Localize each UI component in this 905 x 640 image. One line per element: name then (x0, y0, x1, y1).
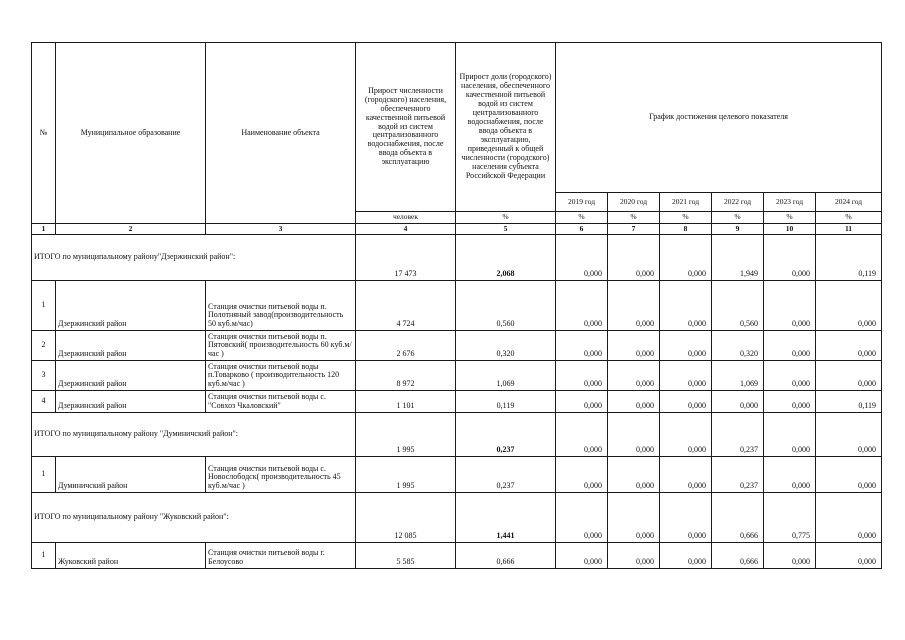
year-value: 0,000 (660, 413, 712, 457)
population-value: 8 972 (356, 361, 456, 391)
year-value: 0,000 (764, 281, 816, 331)
column-number: 7 (608, 224, 660, 235)
table-row (32, 457, 882, 493)
target-indicator-table (31, 42, 882, 569)
share-value: 0,237 (456, 457, 556, 493)
municipality-name: Дзержинский район (56, 391, 206, 413)
object-name: Станция очистки питьевой воды с. Новослободск( производительность 45 куб.м/час ) (206, 457, 356, 493)
table-row (32, 543, 882, 569)
year-value: 0,000 (608, 413, 660, 457)
year-value: 0,560 (712, 281, 764, 331)
year-2019: 2019 год (556, 193, 608, 212)
header-schedule: График достижения целевого показателя (556, 43, 882, 193)
header-municipality: Муниципальное образование (56, 43, 206, 224)
header-object: Наименование объекта (206, 43, 356, 224)
row-number: 2 (32, 331, 56, 361)
year-value: 0,000 (556, 361, 608, 391)
year-value: 0,119 (816, 391, 882, 413)
year-2024: 2024 год (816, 193, 882, 212)
column-number: 4 (356, 224, 456, 235)
year-value: 0,000 (608, 391, 660, 413)
year-value: 0,000 (608, 493, 660, 543)
unit-percent: % (556, 212, 608, 224)
total-label: ИТОГО по муниципальному району "Думиничский район": (32, 413, 356, 457)
year-value: 0,000 (556, 391, 608, 413)
year-value: 0,000 (556, 331, 608, 361)
object-name: Станция очистки питьевой воды г. Белоусово (206, 543, 356, 569)
year-value: 0,000 (816, 543, 882, 569)
year-value: 0,000 (764, 235, 816, 281)
column-number: 10 (764, 224, 816, 235)
year-value: 0,666 (712, 493, 764, 543)
share-value: 0,666 (456, 543, 556, 569)
population-value: 12 085 (356, 493, 456, 543)
table-row (32, 331, 882, 361)
year-value: 0,000 (764, 543, 816, 569)
table-row (32, 361, 882, 391)
year-value: 0,320 (712, 331, 764, 361)
unit-percent: % (660, 212, 712, 224)
object-name: Станция очистки питьевой воды п.Товарково ( производительность 120 куб.м/час ) (206, 361, 356, 391)
row-number: 3 (32, 361, 56, 391)
year-value: 0,000 (816, 281, 882, 331)
population-value: 5 585 (356, 543, 456, 569)
population-value: 1 101 (356, 391, 456, 413)
year-value: 0,000 (764, 331, 816, 361)
year-value: 0,666 (712, 543, 764, 569)
object-name: Станция очистки питьевой воды п. Полотняный завод(производительность 50 куб.м/час) (206, 281, 356, 331)
municipality-name: Думиничский район (56, 457, 206, 493)
year-value: 0,000 (660, 331, 712, 361)
table-row (32, 391, 882, 413)
header-share-growth: Прирост доли (городского) населения, обеспеченного качественной питьевой водой из систем централизованного водоснабжения, после ввода объекта в эксплуатацию, приведенный к общей численности (городского) населения субъекта Российской Федерации (456, 43, 556, 212)
year-value: 0,775 (764, 493, 816, 543)
unit-percent: % (816, 212, 882, 224)
column-number: 3 (206, 224, 356, 235)
year-value: 0,000 (764, 457, 816, 493)
table-row (32, 281, 882, 331)
share-value: 0,560 (456, 281, 556, 331)
column-numbers-row (32, 224, 882, 235)
year-value: 0,000 (660, 493, 712, 543)
year-value: 0,000 (816, 413, 882, 457)
table-row-total (32, 493, 882, 543)
unit-percent: % (456, 212, 556, 224)
row-number: 1 (32, 281, 56, 331)
year-value: 0,000 (556, 457, 608, 493)
share-value: 0,237 (456, 413, 556, 457)
year-value: 0,000 (816, 457, 882, 493)
header-population-growth: Прирост численности (городского) населения, обеспеченного качественной питьевой водой из систем централизованного водоснабжения, после ввода объекта в эксплуатацию (356, 43, 456, 212)
year-value: 0,000 (660, 361, 712, 391)
year-value: 0,000 (556, 235, 608, 281)
column-number: 2 (56, 224, 206, 235)
column-number: 5 (456, 224, 556, 235)
population-value: 1 995 (356, 457, 456, 493)
population-value: 17 473 (356, 235, 456, 281)
share-value: 2,068 (456, 235, 556, 281)
share-value: 1,441 (456, 493, 556, 543)
year-2020: 2020 год (608, 193, 660, 212)
year-value: 0,000 (556, 281, 608, 331)
year-2023: 2023 год (764, 193, 816, 212)
year-value: 0,000 (556, 543, 608, 569)
municipality-name: Жуковский район (56, 543, 206, 569)
row-number: 1 (32, 457, 56, 493)
year-value: 0,000 (608, 331, 660, 361)
population-value: 1 995 (356, 413, 456, 457)
year-value: 0,000 (764, 361, 816, 391)
municipality-name: Дзержинский район (56, 281, 206, 331)
municipality-name: Дзержинский район (56, 361, 206, 391)
year-value: 0,237 (712, 413, 764, 457)
year-value: 0,000 (660, 235, 712, 281)
year-value: 1,949 (712, 235, 764, 281)
population-value: 4 724 (356, 281, 456, 331)
row-number: 1 (32, 543, 56, 569)
year-value: 0,000 (660, 543, 712, 569)
object-name: Станция очистки питьевой воды п. Пятовский( производительность 60 куб.м/час ) (206, 331, 356, 361)
year-value: 0,000 (556, 413, 608, 457)
year-value: 0,000 (660, 281, 712, 331)
unit-percent: % (608, 212, 660, 224)
year-value: 0,000 (608, 235, 660, 281)
unit-people: человек (356, 212, 456, 224)
year-value: 0,000 (608, 281, 660, 331)
year-value: 0,000 (556, 493, 608, 543)
year-value: 0,000 (816, 331, 882, 361)
table-row-total (32, 413, 882, 457)
total-label: ИТОГО по муниципальному району "Жуковский район": (32, 493, 356, 543)
column-number: 8 (660, 224, 712, 235)
year-value: 0,000 (764, 413, 816, 457)
municipality-name: Дзержинский район (56, 331, 206, 361)
share-value: 0,119 (456, 391, 556, 413)
row-number: 4 (32, 391, 56, 413)
year-value: 0,000 (608, 361, 660, 391)
year-value: 0,000 (660, 391, 712, 413)
year-2022: 2022 год (712, 193, 764, 212)
year-value: 0,000 (816, 493, 882, 543)
object-name: Станция очистки питьевой воды с. "Совхоз Чкаловский" (206, 391, 356, 413)
year-2021: 2021 год (660, 193, 712, 212)
total-label: ИТОГО по муниципальному району"Дзержинский район": (32, 235, 356, 281)
table-row-total (32, 235, 882, 281)
column-number: 9 (712, 224, 764, 235)
year-value: 0,000 (816, 361, 882, 391)
year-value: 0,119 (816, 235, 882, 281)
year-value: 0,000 (712, 391, 764, 413)
share-value: 0,320 (456, 331, 556, 361)
year-value: 0,000 (660, 457, 712, 493)
share-value: 1,069 (456, 361, 556, 391)
population-value: 2 676 (356, 331, 456, 361)
year-value: 1,069 (712, 361, 764, 391)
column-number: 1 (32, 224, 56, 235)
year-value: 0,000 (764, 391, 816, 413)
year-value: 0,000 (608, 543, 660, 569)
header-row (32, 43, 882, 193)
unit-percent: % (764, 212, 816, 224)
column-number: 11 (816, 224, 882, 235)
column-number: 6 (556, 224, 608, 235)
header-no: № (32, 43, 56, 224)
year-value: 0,237 (712, 457, 764, 493)
year-value: 0,000 (608, 457, 660, 493)
unit-percent: % (712, 212, 764, 224)
